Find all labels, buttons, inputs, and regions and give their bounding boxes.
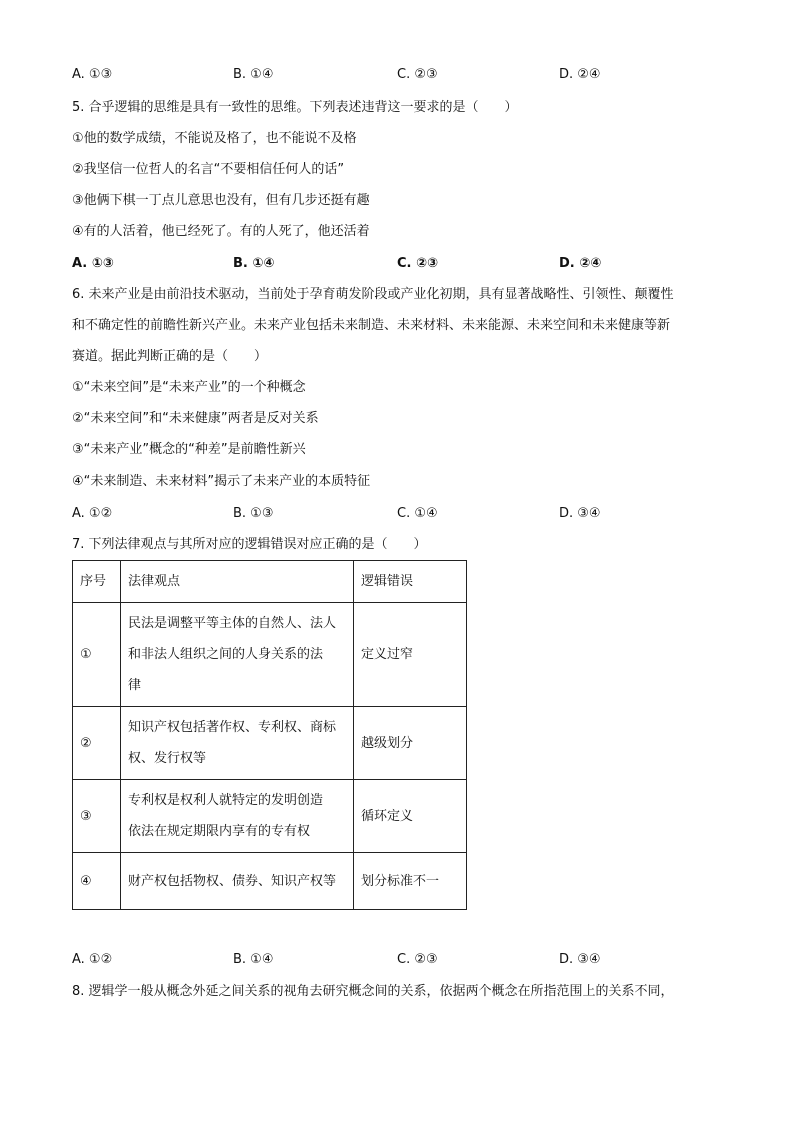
row-number: ③ — [73, 780, 121, 853]
row-legal-view — [121, 780, 354, 853]
q7-stem: 7. 下列法律观点与其所对应的逻辑错误对应正确的是（ ） — [72, 537, 427, 552]
q6-option-c: C. ①④ — [397, 506, 438, 521]
header-number: 序号 — [73, 561, 121, 603]
q6-stem-line-2: 和不确定性的前瞻性新兴产业。未来产业包括未来制造、未来材料、未来能源、未来空间和未来健康等新 — [72, 318, 671, 333]
row-logic-error: 越级划分 — [354, 707, 467, 780]
q5-item-1: ①他的数学成绩，不能说及格了，也不能说不及格 — [72, 131, 357, 146]
row-legal-view — [121, 707, 354, 780]
option-a: A. ①③ — [72, 67, 113, 82]
q6-option-b: B. ①③ — [233, 506, 274, 521]
q5-item-3: ③他俩下棋一丁点儿意思也没有，但有几步还挺有趣 — [72, 193, 370, 208]
prev-question-options — [72, 66, 732, 84]
row-legal-view-line: 律 — [128, 678, 142, 693]
row-legal-view-line: 财产权包括物权、债券、知识产权等 — [128, 873, 337, 889]
row-legal-view-line: 权、发行权等 — [128, 751, 207, 766]
row-legal-view-line: 和非法人组织之间的人身关系的法 — [128, 647, 324, 662]
row-number: ④ — [73, 853, 121, 910]
q5-stem: 5. 合乎逻辑的思维是具有一致性的思维。下列表述违背这一要求的是（ ） — [72, 100, 518, 115]
q6-options — [72, 505, 732, 523]
row-logic-error: 循环定义 — [354, 780, 467, 853]
q7-option-b: B. ①④ — [233, 952, 274, 967]
q6-item-3: ③“未来产业”概念的“种差”是前瞻性新兴 — [72, 442, 306, 457]
q5-item-2: ②我坚信一位哲人的名言“不要相信任何人的话” — [72, 162, 345, 177]
row-legal-view-line: 民法是调整平等主体的自然人、法人 — [128, 616, 337, 631]
q5-option-d: D. ②④ — [559, 256, 602, 271]
header-logic-error: 逻辑错误 — [354, 561, 467, 603]
option-c: C. ②③ — [397, 67, 438, 82]
table-row — [73, 603, 467, 707]
q6-item-4: ④“未来制造、未来材料”揭示了未来产业的本质特征 — [72, 474, 371, 489]
table-row — [73, 853, 467, 910]
row-logic-error: 划分标准不一 — [354, 853, 467, 910]
row-number: ① — [73, 603, 121, 707]
row-legal-view-line: 知识产权包括著作权、专利权、商标 — [128, 720, 337, 735]
q5-option-a: A. ①③ — [72, 256, 114, 271]
q6-item-1: ①“未来空间”是“未来产业”的一个种概念 — [72, 380, 306, 395]
row-logic-error: 定义过窄 — [354, 603, 467, 707]
q7-option-a: A. ①② — [72, 952, 113, 967]
q7-options — [72, 951, 732, 969]
q5-options — [72, 255, 732, 273]
q6-option-a: A. ①② — [72, 506, 113, 521]
row-legal-view — [121, 853, 354, 910]
option-b: B. ①④ — [233, 67, 274, 82]
row-legal-view-line: 专利权是权利人就特定的发明创造 — [128, 793, 324, 808]
table-header-row — [73, 561, 467, 603]
q5-item-4: ④有的人活着，他已经死了。有的人死了，他还活着 — [72, 224, 370, 239]
q8-stem: 8. 逻辑学一般从概念外延之间关系的视角去研究概念间的关系，依据两个概念在所指范围上的关系不同， — [72, 984, 674, 999]
q6-stem-line-1: 6. 未来产业是由前沿技术驱动，当前处于孕育萌发阶段或产业化初期，具有显著战略性、引领性、颠覆性 — [72, 287, 674, 302]
q5-option-b: B. ①④ — [233, 256, 275, 271]
q5-option-c: C. ②③ — [397, 256, 439, 271]
q7-option-c: C. ②③ — [397, 952, 438, 967]
option-d: D. ②④ — [559, 67, 601, 82]
q7-option-d: D. ③④ — [559, 952, 601, 967]
row-legal-view-line: 依法在规定期限内享有的专有权 — [128, 824, 311, 839]
q7-table — [72, 560, 467, 910]
row-number: ② — [73, 707, 121, 780]
q6-stem-line-3: 赛道。据此判断正确的是（ ） — [72, 349, 268, 364]
header-legal-view: 法律观点 — [121, 561, 354, 603]
table-row — [73, 707, 467, 780]
q6-option-d: D. ③④ — [559, 506, 601, 521]
row-legal-view — [121, 603, 354, 707]
q6-item-2: ②“未来空间”和“未来健康”两者是反对关系 — [72, 411, 319, 426]
table-row — [73, 780, 467, 853]
